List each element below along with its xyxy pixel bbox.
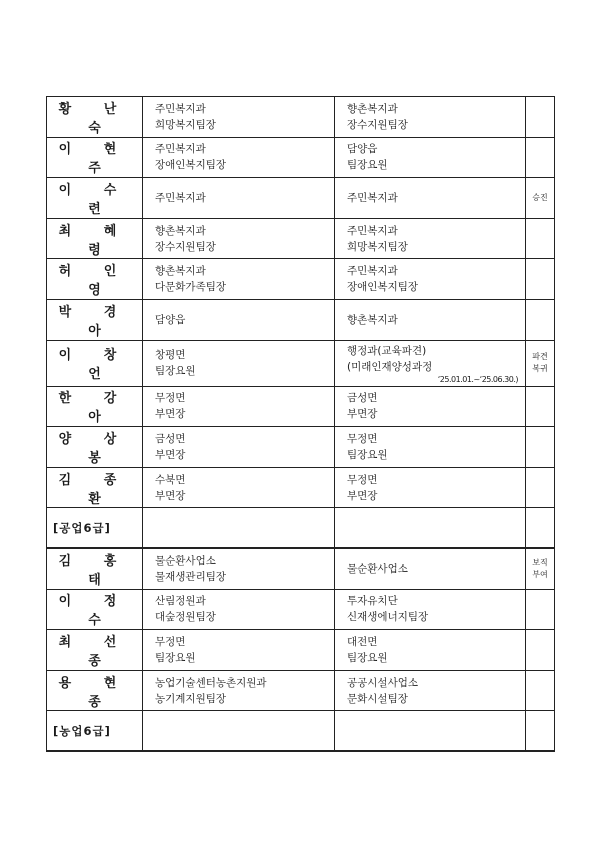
new-position-line: 물순환사업소 <box>347 562 408 575</box>
new-position-cell <box>335 137 526 178</box>
section-row <box>47 711 555 752</box>
new-position-cell <box>335 340 526 386</box>
new-position-cell <box>335 467 526 508</box>
section-blank-to <box>335 711 526 752</box>
section-blank-from <box>143 711 335 752</box>
current-position-line: 부면장 <box>155 408 186 421</box>
current-position-line: 담양읍 <box>155 313 186 326</box>
current-position-line: 주민복지과 <box>155 191 206 204</box>
name-cell <box>47 467 143 508</box>
name-cell <box>47 137 143 178</box>
current-position-line: 다문화가족팀장 <box>155 281 227 294</box>
section-title: [공업6급] <box>47 508 143 549</box>
new-position-line: 팀장요원 <box>347 159 388 172</box>
current-position-line: 장수지원팀장 <box>155 240 216 253</box>
current-position-cell <box>143 670 335 711</box>
current-position-line: 산림정원과 <box>155 595 206 608</box>
person-name: 용 현 종 <box>58 675 131 710</box>
table-row <box>47 340 555 386</box>
remark-cell <box>526 386 555 427</box>
remark-text: 파견 복귀 <box>532 352 548 374</box>
current-position-cell <box>143 299 335 340</box>
person-name: 김 홍 태 <box>58 553 131 588</box>
name-cell <box>47 589 143 630</box>
new-position-cell <box>335 178 526 219</box>
current-position-cell <box>143 97 335 138</box>
remark-cell <box>526 299 555 340</box>
current-position-line: 팀장요원 <box>155 365 196 378</box>
new-position-line: 향촌복지과 <box>347 102 398 115</box>
current-position-cell <box>143 259 335 300</box>
section-blank-note <box>526 711 555 752</box>
table-row <box>47 259 555 300</box>
person-name: 양 상 봉 <box>58 431 131 466</box>
new-position-cell <box>335 630 526 671</box>
table-row <box>47 386 555 427</box>
current-position-cell <box>143 548 335 589</box>
new-position-line: 행정과(교육파견) <box>347 344 427 357</box>
current-position-line: 향촌복지과 <box>155 224 206 237</box>
current-position-line: 무정면 <box>155 392 186 405</box>
new-position-line: 대전면 <box>347 635 378 648</box>
new-position-line: 팀장요원 <box>347 448 388 461</box>
remark-cell <box>526 467 555 508</box>
current-position-cell <box>143 340 335 386</box>
new-position-line: 신재생에너지팀장 <box>347 611 429 624</box>
remark-cell <box>526 630 555 671</box>
new-position-cell <box>335 670 526 711</box>
remark-cell <box>526 670 555 711</box>
new-position-line: 부면장 <box>347 408 378 421</box>
current-position-line: 수북면 <box>155 473 186 486</box>
current-position-line: 농업기술센터농촌지원과 <box>155 676 267 689</box>
remark-text: 승진 <box>532 192 548 202</box>
name-cell <box>47 218 143 259</box>
personnel-table <box>46 96 555 752</box>
current-position-line: 물순환사업소 <box>155 554 216 567</box>
current-position-line: 부면장 <box>155 489 186 502</box>
person-name: 한 강 아 <box>58 391 131 426</box>
new-position-line: 공공시설사업소 <box>347 676 419 689</box>
current-position-line: 대숲정원팀장 <box>155 611 216 624</box>
name-cell <box>47 548 143 589</box>
new-position-cell <box>335 386 526 427</box>
current-position-line: 무정면 <box>155 635 186 648</box>
current-position-line: 창평면 <box>155 349 186 362</box>
section-blank-to <box>335 508 526 549</box>
new-position-line: (미래인재양성과정 <box>347 360 433 373</box>
current-position-line: 장애인복지팀장 <box>155 159 227 172</box>
person-name: 이 창 언 <box>58 348 131 383</box>
current-position-line: 주민복지과 <box>155 143 206 156</box>
remark-cell <box>526 259 555 300</box>
current-position-line: 부면장 <box>155 448 186 461</box>
new-position-line: 장수지원팀장 <box>347 118 408 131</box>
current-position-line: 향촌복지과 <box>155 265 206 278</box>
remark-cell <box>526 97 555 138</box>
new-position-line: 부면장 <box>347 489 378 502</box>
table-row <box>47 218 555 259</box>
table-row <box>47 630 555 671</box>
current-position-cell <box>143 630 335 671</box>
new-position-line: 금성면 <box>347 392 378 405</box>
name-cell <box>47 630 143 671</box>
new-position-cell <box>335 299 526 340</box>
current-position-cell <box>143 386 335 427</box>
new-position-line: 무정면 <box>347 432 378 445</box>
new-position-cell <box>335 548 526 589</box>
section-title: [농업6급] <box>47 711 143 752</box>
name-cell <box>47 386 143 427</box>
name-cell <box>47 178 143 219</box>
table-row <box>47 670 555 711</box>
name-cell <box>47 340 143 386</box>
person-name: 황 난 숙 <box>58 101 131 136</box>
personnel-table-body <box>47 97 555 752</box>
current-position-line: 금성면 <box>155 432 186 445</box>
current-position-line: 물재생관리팀장 <box>155 570 227 583</box>
section-blank-note <box>526 508 555 549</box>
remark-cell <box>526 427 555 468</box>
new-position-cell <box>335 218 526 259</box>
table-row <box>47 299 555 340</box>
name-cell <box>47 259 143 300</box>
current-position-cell <box>143 589 335 630</box>
new-position-line: ‘25.01.01.~‘25.06.30.) <box>437 374 518 384</box>
table-row <box>47 589 555 630</box>
current-position-line: 농기계지원팀장 <box>155 692 227 705</box>
new-position-line: 주민복지과 <box>347 224 398 237</box>
section-row <box>47 508 555 549</box>
person-name: 박 경 아 <box>58 304 131 339</box>
current-position-cell <box>143 137 335 178</box>
person-name: 최 선 종 <box>58 634 131 669</box>
name-cell <box>47 670 143 711</box>
remark-cell <box>526 340 555 386</box>
remark-cell <box>526 548 555 589</box>
person-name: 허 인 영 <box>58 264 131 299</box>
name-cell <box>47 299 143 340</box>
new-position-line: 향촌복지과 <box>347 313 398 326</box>
new-position-line: 장애인복지팀장 <box>347 281 419 294</box>
remark-text: 보직 부여 <box>532 557 548 579</box>
name-cell <box>47 97 143 138</box>
remark-cell <box>526 178 555 219</box>
current-position-cell <box>143 218 335 259</box>
current-position-cell <box>143 427 335 468</box>
table-row <box>47 178 555 219</box>
current-position-cell <box>143 467 335 508</box>
person-name: 최 혜 령 <box>58 223 131 258</box>
table-row <box>47 137 555 178</box>
table-row <box>47 467 555 508</box>
current-position-line: 주민복지과 <box>155 102 206 115</box>
new-position-cell <box>335 589 526 630</box>
new-position-line: 주민복지과 <box>347 265 398 278</box>
section-blank-from <box>143 508 335 549</box>
new-position-line: 담양읍 <box>347 143 378 156</box>
new-position-line: 투자유치단 <box>347 595 398 608</box>
person-name: 이 정 수 <box>58 594 131 629</box>
person-name: 김 종 환 <box>58 472 131 507</box>
remark-cell <box>526 218 555 259</box>
table-row <box>47 427 555 468</box>
person-name: 이 수 련 <box>58 182 131 217</box>
table-row <box>47 548 555 589</box>
person-name: 이 현 주 <box>58 142 131 177</box>
new-position-cell <box>335 97 526 138</box>
current-position-cell <box>143 178 335 219</box>
new-position-line: 주민복지과 <box>347 191 398 204</box>
new-position-line: 희망복지팀장 <box>347 240 408 253</box>
remark-cell <box>526 589 555 630</box>
new-position-line: 팀장요원 <box>347 651 388 664</box>
new-position-cell <box>335 259 526 300</box>
new-position-cell <box>335 427 526 468</box>
new-position-line: 문화시설팀장 <box>347 692 408 705</box>
current-position-line: 희망복지팀장 <box>155 118 216 131</box>
current-position-line: 팀장요원 <box>155 651 196 664</box>
name-cell <box>47 427 143 468</box>
table-row <box>47 97 555 138</box>
new-position-line: 무정면 <box>347 473 378 486</box>
remark-cell <box>526 137 555 178</box>
